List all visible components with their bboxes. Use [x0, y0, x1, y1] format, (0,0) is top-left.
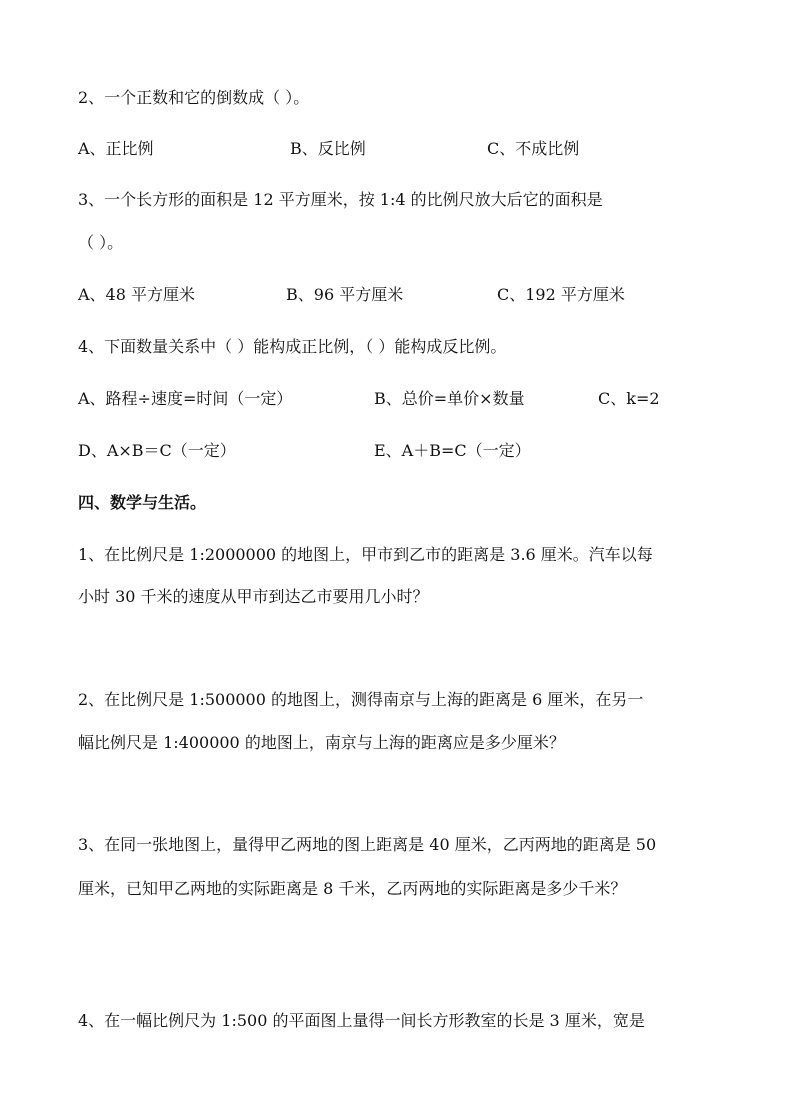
problem2-line1: 2、在比例尺是 1:500000 的地图上，测得南京与上海的距离是 6 厘米，在另一 [78, 690, 644, 709]
problem1-line1: 1、在比例尺是 1:2000000 的地图上，甲市到乙市的距离是 3.6 厘米。汽车以每 [78, 545, 653, 564]
q4-option-b: B、总价=单价×数量 [374, 389, 525, 408]
q2-option-b: B、反比例 [290, 139, 366, 158]
q2-question: 2、一个正数和它的倒数成（ ）。 [78, 88, 310, 107]
q4-option-a: A、路程÷速度=时间（一定） [78, 389, 293, 408]
q4-option-e: E、A＋B=C（一定） [374, 441, 531, 460]
problem3-line2: 厘米，已知甲乙两地的实际距离是 8 千米，乙丙两地的实际距离是多少千米？ [78, 879, 627, 898]
q3-option-a: A、48 平方厘米 [78, 285, 196, 304]
q3-option-c: C、192 平方厘米 [497, 285, 625, 304]
problem4-line1: 4、在一幅比例尺为 1:500 的平面图上量得一间长方形教室的长是 3 厘米，宽是 [78, 1011, 645, 1030]
q3-question-line1: 3、一个长方形的面积是 12 平方厘米，按 1:4 的比例尺放大后它的面积是 [78, 190, 603, 209]
problem1-line2: 小时 30 千米的速度从甲市到达乙市要用几小时？ [78, 587, 429, 606]
q4-option-c: C、k=2 [598, 389, 660, 408]
q2-option-a: A、正比例 [78, 139, 154, 158]
q4-option-d: D、A×B＝C（一定） [78, 441, 236, 460]
problem2-line2: 幅比例尺是 1:400000 的地图上，南京与上海的距离应是多少厘米？ [78, 733, 565, 752]
q3-question-line2: （ ）。 [78, 233, 124, 252]
q2-option-c: C、不成比例 [487, 139, 580, 158]
q3-option-b: B、96 平方厘米 [286, 285, 404, 304]
problem3-line1: 3、在同一张地图上，量得甲乙两地的图上距离是 40 厘米，乙丙两地的距离是 50 [78, 835, 657, 854]
section-heading: 四、数学与生活。 [78, 493, 207, 512]
q4-question: 4、下面数量关系中（ ）能构成正比例，（ ）能构成反比例。 [78, 337, 507, 356]
